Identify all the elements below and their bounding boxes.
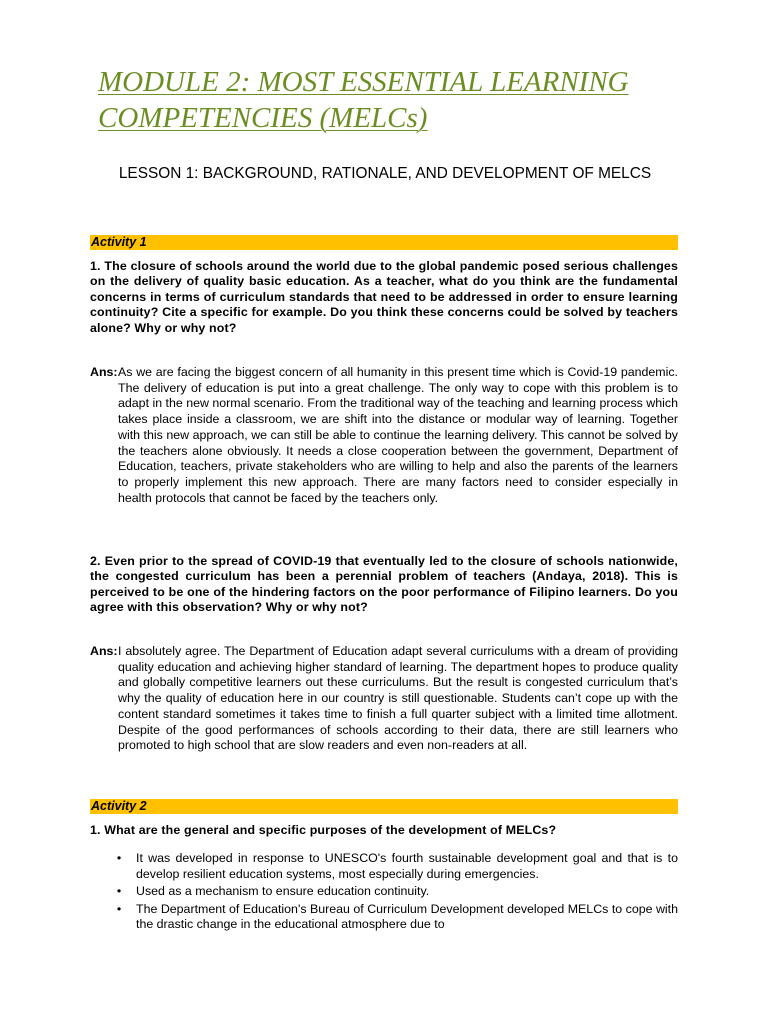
module-title: MODULE 2: MOST ESSENTIAL LEARNING COMPETENCIES (MELCs) (98, 66, 629, 134)
activity-2-question-1: 1. What are the general and specific purposes of the development of MELCs? (90, 823, 557, 837)
activity-2-label: Activity 2 (91, 799, 147, 813)
answer-label: Ans: (90, 644, 118, 658)
answer-text: I absolutely agree. The Department of Education adapt several curriculums with a dream of providing quality education and achieving higher standard of learning. The department hopes to produce quality and globally competitive learners out these curriculums. But the result is congested curriculum that’s why the quality of education here in our country is still questionable. Students can’t cope up with the content standard sometimes it takes time to finish a full quarter subject with a limited time allotment. Despite of the good performances of schools according to their data, there are still learners who promoted to high school that are slow readers and even non-readers at all. (118, 644, 678, 753)
list-item: • The Department of Education's Bureau of Curriculum Development developed MELCs to cope with the drastic change in the educational atmosphere due to (116, 901, 678, 931)
activity-1-question-2: 2. Even prior to the spread of COVID-19 that eventually led to the closure of schools nationwide, the congested curriculum has been a perennial problem of teachers (Andaya, 2018). This is perceived to be one of the hindering factors on the poor performance of Filipino learners. Do you agree with this observation? Why or why not? (90, 554, 678, 615)
activity-2-heading (90, 799, 678, 814)
activity-1-question-1: 1. The closure of schools around the world due to the global pandemic posed serious challenges on the delivery of quality basic education. As a teacher, what do you think are the fundamental concerns in terms of curriculum standards that need to be addressed in order to ensure learning continuity? Cite a specific for example. Do you think these concerns could be solved by teachers alone? Why or why not? (90, 259, 678, 335)
list-item: • It was developed in response to UNESCO's fourth sustainable development goal and that is to develop resilient education systems, most especially during emergencies. (116, 851, 678, 881)
purposes-list (113, 851, 678, 935)
answer-text: As we are facing the biggest concern of all humanity in this present time which is Covid-19 pandemic. The delivery of education is put into a great challenge. The only way to cope with this problem is to adapt in the new normal scenario. From the traditional way of the teaching and learning process which takes place inside a classroom, we are shift into the distance or modular way of learning. Together with this new approach, we can still be able to continue the learning delivery. This cannot be solved by the teachers alone obviously. It needs a close cooperation between the government, Department of Education, teachers, private stakeholders who are willing to help and also the parents of the learners to properly implement this new approach. There are many factors need to consider especially in health protocols that cannot be faced by the teachers only. (118, 365, 678, 505)
list-item: • Used as a mechanism to ensure education continuity. (116, 884, 430, 898)
lesson-title: LESSON 1: BACKGROUND, RATIONALE, AND DEVELOPMENT OF MELCS (118, 165, 652, 182)
activity-1-answer-1 (90, 365, 678, 506)
answer-label: Ans: (90, 365, 118, 379)
activity-1-label: Activity 1 (91, 235, 147, 249)
activity-1-heading (90, 235, 678, 250)
activity-1-answer-2 (90, 644, 678, 754)
